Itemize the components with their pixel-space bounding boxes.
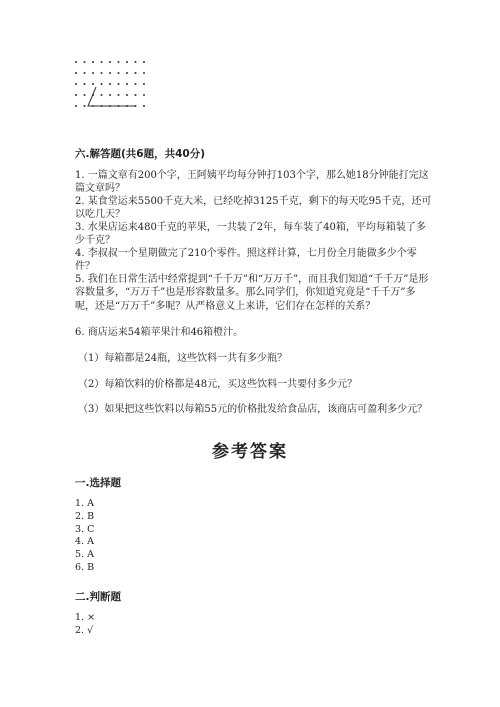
dot-grid-figure — [70, 56, 150, 116]
grid-dot — [92, 72, 94, 74]
grid-dot — [101, 72, 103, 74]
answers-part-1-title: 一.选择题 — [75, 477, 121, 489]
grid-dot — [109, 94, 111, 96]
grid-dot — [84, 72, 86, 74]
grid-dot — [135, 83, 137, 85]
grid-dot — [101, 83, 103, 85]
angle-drawing — [88, 87, 136, 106]
grid-dot — [101, 94, 103, 96]
answer-item: 2. √ — [75, 624, 94, 636]
grid-dot — [143, 61, 145, 63]
grid-dot — [84, 83, 86, 85]
answer-item: 1. A — [75, 498, 94, 509]
question-3: 3. 水果店运来480千克的苹果，一共装了2年，每车装了40箱，平均每箱装了多少千克？ — [75, 222, 426, 247]
grid-dot — [92, 83, 94, 85]
grid-dot — [143, 94, 145, 96]
answer-item: 6. B — [75, 561, 95, 573]
grid-dot — [126, 72, 128, 74]
answer-item: 2. B — [75, 510, 95, 522]
grid-dot — [118, 83, 120, 85]
answers-heading: 参考答案 — [212, 442, 288, 462]
grid-dot — [109, 72, 111, 74]
question-6-part-2: （2）每箱饮料的价格都是48元，买这些饮料一共要付多少元？ — [78, 379, 358, 390]
grid-dot — [126, 94, 128, 96]
grid-dot — [84, 61, 86, 63]
grid-dot — [135, 72, 137, 74]
grid-dot — [135, 61, 137, 63]
grid-dot — [126, 83, 128, 85]
question-6-part-1: （1）每箱都是24瓶，这些饮料一共有多少瓶？ — [78, 353, 288, 364]
grid-dot — [143, 72, 145, 74]
grid-dot — [118, 94, 120, 96]
answers-part-1-list — [75, 498, 94, 575]
question-2: 2. 某食堂运来5500千克大米，已经吃掉3125千克，剩下的每天吃95千克，还可以吃几天？ — [75, 196, 432, 221]
grid-dot — [118, 72, 120, 74]
answer-item: 4. A — [75, 536, 94, 548]
section-6-title: 六.解答题(共6题，共40分) — [75, 148, 206, 160]
grid-dot — [143, 83, 145, 85]
grid-dot — [92, 61, 94, 63]
grid-dot — [84, 105, 86, 107]
grid-dot — [109, 61, 111, 63]
question-5: 5. 我们在日常生活中经常提到“千千万”和“万万千”，而且我们知道“千千万”是形容数量多，“万万千”也是形容数量多。那么同学们，你知道究竟是“千千万”多呢，还是“万万千”多呢？从严格意义上来讲，它们存在怎样的关系？ — [75, 274, 429, 312]
grid-dot — [75, 61, 77, 63]
question-1: 1. 一篇文章有200个字，王阿姨平均每分钟打103个字，那么她18分钟能打完这篇文章吗？ — [75, 170, 429, 195]
grid-dot — [75, 83, 77, 85]
answers-part-2-title: 二.判断题 — [75, 591, 121, 603]
question-4: 4. 李叔叔一个星期做完了210个零件。照这样计算，七月份全月能做多少个零件？ — [75, 248, 417, 273]
grid-dot — [75, 94, 77, 96]
grid-dot — [75, 105, 77, 107]
grid-dot — [135, 94, 137, 96]
question-6: 6. 商店运来54箱苹果汁和46箱橙汁。 — [75, 327, 244, 338]
answer-item: 3. C — [75, 523, 95, 535]
grid-dot — [143, 105, 145, 107]
grid-dot — [75, 72, 77, 74]
grid-dot — [126, 61, 128, 63]
question-6-part-3: （3）如果把这些饮料以每箱55元的价格批发给食品店，该商店可盈利多少元？ — [78, 404, 428, 415]
answer-item: 1. × — [75, 612, 96, 623]
answer-item: 5. A — [75, 549, 94, 561]
grid-dot — [118, 61, 120, 63]
grid-dot — [109, 83, 111, 85]
grid-dot — [101, 61, 103, 63]
grid-dot — [84, 94, 86, 96]
answers-part-2-list — [75, 612, 95, 638]
